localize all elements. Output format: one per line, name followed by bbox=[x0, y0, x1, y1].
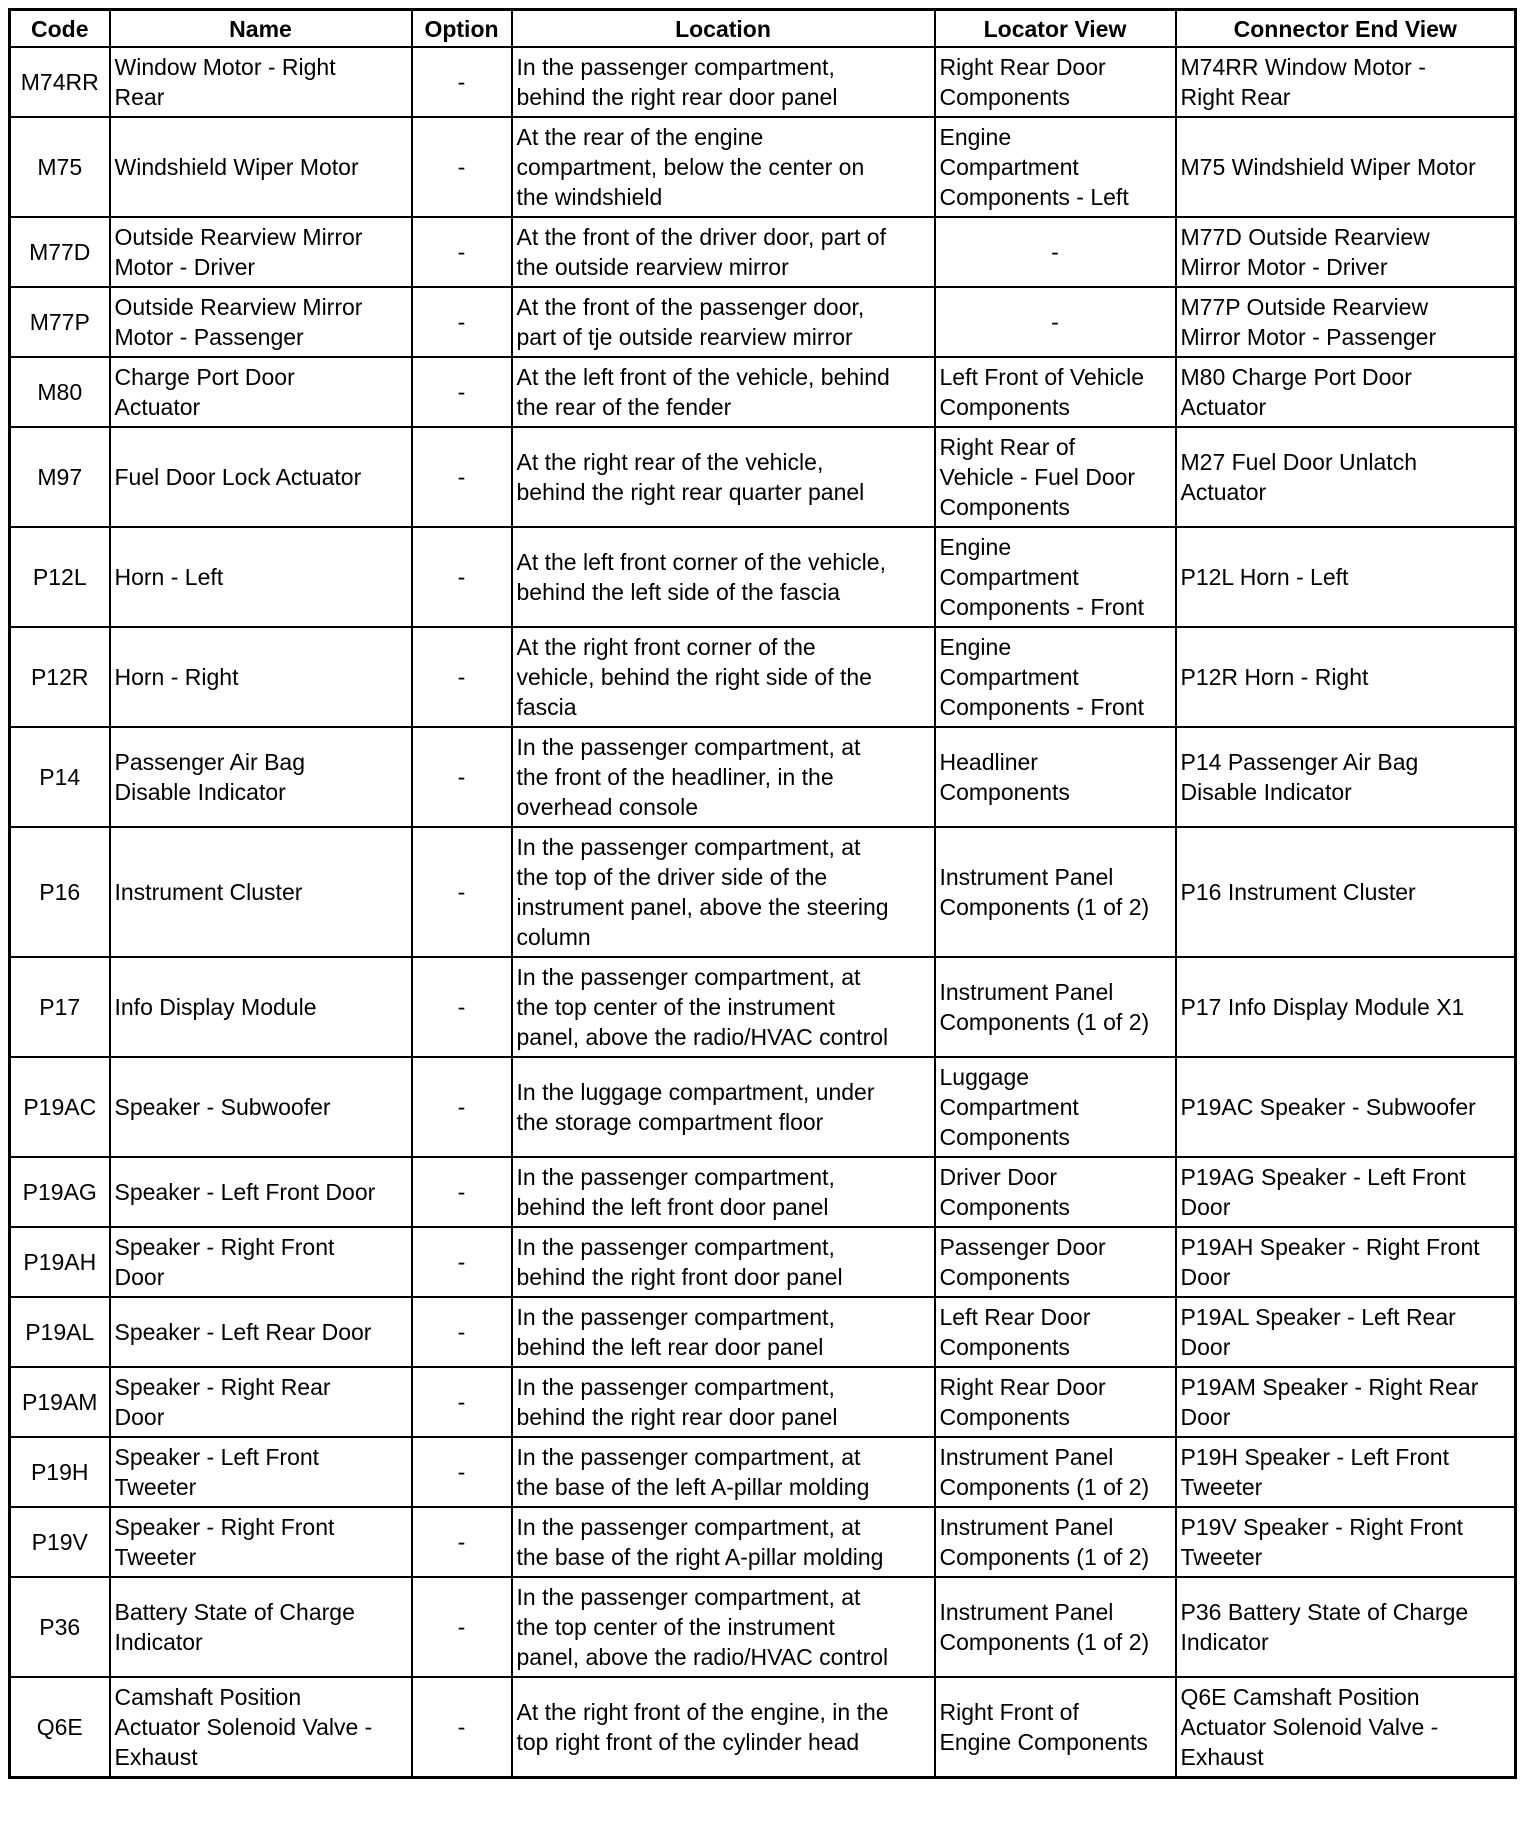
name-cell: Battery State of Charge Indicator bbox=[110, 1577, 412, 1677]
table-row bbox=[10, 287, 1516, 357]
locator-view-cell: - bbox=[935, 287, 1176, 357]
location-cell: In the passenger compartment, at the front of the headliner, in the overhead console bbox=[512, 727, 935, 827]
locator-view-cell: Instrument Panel Components (1 of 2) bbox=[935, 1507, 1176, 1577]
location-cell: In the passenger compartment, at the top of the driver side of the instrument panel, above the steering column bbox=[512, 827, 935, 957]
header-option: Option bbox=[412, 10, 512, 48]
code-cell: M77D bbox=[10, 217, 110, 287]
location-cell: At the left front of the vehicle, behind the rear of the fender bbox=[512, 357, 935, 427]
code-cell: P19AL bbox=[10, 1297, 110, 1367]
table-row bbox=[10, 1057, 1516, 1157]
table-row bbox=[10, 427, 1516, 527]
locator-view-cell: Headliner Components bbox=[935, 727, 1176, 827]
location-cell: At the front of the passenger door, part of tje outside rearview mirror bbox=[512, 287, 935, 357]
code-cell: M97 bbox=[10, 427, 110, 527]
location-cell: At the front of the driver door, part of the outside rearview mirror bbox=[512, 217, 935, 287]
location-cell: In the passenger compartment, at the top center of the instrument panel, above the radio/HVAC control bbox=[512, 1577, 935, 1677]
name-cell: Speaker - Right Front Door bbox=[110, 1227, 412, 1297]
location-cell: In the passenger compartment, at the base of the left A-pillar molding bbox=[512, 1437, 935, 1507]
header-connector-end-view: Connector End View bbox=[1176, 10, 1516, 48]
table-body bbox=[10, 47, 1516, 1778]
location-cell: In the passenger compartment, behind the right front door panel bbox=[512, 1227, 935, 1297]
code-cell: P19AG bbox=[10, 1157, 110, 1227]
table-row bbox=[10, 217, 1516, 287]
option-cell: - bbox=[412, 287, 512, 357]
connector-end-view-cell: P12R Horn - Right bbox=[1176, 627, 1516, 727]
name-cell: Window Motor - Right Rear bbox=[110, 47, 412, 117]
name-cell: Instrument Cluster bbox=[110, 827, 412, 957]
table-row bbox=[10, 1677, 1516, 1778]
name-cell: Fuel Door Lock Actuator bbox=[110, 427, 412, 527]
locator-view-cell: Luggage Compartment Components bbox=[935, 1057, 1176, 1157]
connector-end-view-cell: M77D Outside Rearview Mirror Motor - Driver bbox=[1176, 217, 1516, 287]
locator-view-cell: - bbox=[935, 217, 1176, 287]
locator-view-cell: Right Front of Engine Components bbox=[935, 1677, 1176, 1778]
locator-view-cell: Instrument Panel Components (1 of 2) bbox=[935, 1437, 1176, 1507]
option-cell: - bbox=[412, 527, 512, 627]
connector-end-view-cell: M27 Fuel Door Unlatch Actuator bbox=[1176, 427, 1516, 527]
connector-end-view-cell: P16 Instrument Cluster bbox=[1176, 827, 1516, 957]
connector-end-view-cell: P12L Horn - Left bbox=[1176, 527, 1516, 627]
table-row bbox=[10, 957, 1516, 1057]
locator-view-cell: Driver Door Components bbox=[935, 1157, 1176, 1227]
name-cell: Windshield Wiper Motor bbox=[110, 117, 412, 217]
code-cell: P19AC bbox=[10, 1057, 110, 1157]
header-row bbox=[10, 10, 1516, 48]
location-cell: In the passenger compartment, behind the right rear door panel bbox=[512, 1367, 935, 1437]
table-row bbox=[10, 1157, 1516, 1227]
locator-view-cell: Left Front of Vehicle Components bbox=[935, 357, 1176, 427]
connector-end-view-cell: P19AH Speaker - Right Front Door bbox=[1176, 1227, 1516, 1297]
option-cell: - bbox=[412, 627, 512, 727]
table-row bbox=[10, 827, 1516, 957]
locator-view-cell: Engine Compartment Components - Front bbox=[935, 527, 1176, 627]
option-cell: - bbox=[412, 1227, 512, 1297]
locator-view-cell: Left Rear Door Components bbox=[935, 1297, 1176, 1367]
table-row bbox=[10, 1297, 1516, 1367]
locator-view-cell: Instrument Panel Components (1 of 2) bbox=[935, 957, 1176, 1057]
name-cell: Speaker - Left Front Tweeter bbox=[110, 1437, 412, 1507]
name-cell: Outside Rearview Mirror Motor - Driver bbox=[110, 217, 412, 287]
table-row bbox=[10, 1507, 1516, 1577]
connector-end-view-cell: P19AM Speaker - Right Rear Door bbox=[1176, 1367, 1516, 1437]
table-header bbox=[10, 10, 1516, 48]
code-cell: P17 bbox=[10, 957, 110, 1057]
name-cell: Speaker - Right Front Tweeter bbox=[110, 1507, 412, 1577]
connector-end-view-cell: P36 Battery State of Charge Indicator bbox=[1176, 1577, 1516, 1677]
connector-end-view-cell: P17 Info Display Module X1 bbox=[1176, 957, 1516, 1057]
code-cell: P14 bbox=[10, 727, 110, 827]
code-cell: P19AH bbox=[10, 1227, 110, 1297]
location-cell: At the right rear of the vehicle, behind the right rear quarter panel bbox=[512, 427, 935, 527]
option-cell: - bbox=[412, 1297, 512, 1367]
location-cell: In the passenger compartment, at the base of the right A-pillar molding bbox=[512, 1507, 935, 1577]
option-cell: - bbox=[412, 1677, 512, 1778]
option-cell: - bbox=[412, 957, 512, 1057]
name-cell: Speaker - Subwoofer bbox=[110, 1057, 412, 1157]
code-cell: P12L bbox=[10, 527, 110, 627]
table-row bbox=[10, 117, 1516, 217]
connector-end-view-cell: P19AG Speaker - Left Front Door bbox=[1176, 1157, 1516, 1227]
locator-view-cell: Right Rear Door Components bbox=[935, 1367, 1176, 1437]
table-row bbox=[10, 47, 1516, 117]
table-row bbox=[10, 727, 1516, 827]
locator-view-cell: Right Rear of Vehicle - Fuel Door Components bbox=[935, 427, 1176, 527]
option-cell: - bbox=[412, 1367, 512, 1437]
connector-end-view-cell: Q6E Camshaft Position Actuator Solenoid Valve - Exhaust bbox=[1176, 1677, 1516, 1778]
option-cell: - bbox=[412, 117, 512, 217]
code-cell: P19V bbox=[10, 1507, 110, 1577]
header-name: Name bbox=[110, 10, 412, 48]
location-cell: At the rear of the engine compartment, below the center on the windshield bbox=[512, 117, 935, 217]
code-cell: P12R bbox=[10, 627, 110, 727]
connector-end-view-cell: P19H Speaker - Left Front Tweeter bbox=[1176, 1437, 1516, 1507]
location-cell: In the luggage compartment, under the storage compartment floor bbox=[512, 1057, 935, 1157]
connector-end-view-cell: P19AL Speaker - Left Rear Door bbox=[1176, 1297, 1516, 1367]
option-cell: - bbox=[412, 47, 512, 117]
option-cell: - bbox=[412, 1577, 512, 1677]
code-cell: M74RR bbox=[10, 47, 110, 117]
code-cell: M77P bbox=[10, 287, 110, 357]
option-cell: - bbox=[412, 1157, 512, 1227]
option-cell: - bbox=[412, 217, 512, 287]
location-cell: In the passenger compartment, at the top center of the instrument panel, above the radio/HVAC control bbox=[512, 957, 935, 1057]
name-cell: Passenger Air Bag Disable Indicator bbox=[110, 727, 412, 827]
table-row bbox=[10, 527, 1516, 627]
location-cell: At the right front corner of the vehicle, behind the right side of the fascia bbox=[512, 627, 935, 727]
code-cell: P19AM bbox=[10, 1367, 110, 1437]
connector-end-view-cell: M80 Charge Port Door Actuator bbox=[1176, 357, 1516, 427]
name-cell: Horn - Left bbox=[110, 527, 412, 627]
connector-end-view-cell: P19V Speaker - Right Front Tweeter bbox=[1176, 1507, 1516, 1577]
location-cell: In the passenger compartment, behind the left rear door panel bbox=[512, 1297, 935, 1367]
component-locator-table bbox=[8, 8, 1517, 1779]
table-row bbox=[10, 1367, 1516, 1437]
locator-view-cell: Passenger Door Components bbox=[935, 1227, 1176, 1297]
location-cell: In the passenger compartment, behind the right rear door panel bbox=[512, 47, 935, 117]
name-cell: Charge Port Door Actuator bbox=[110, 357, 412, 427]
code-cell: M80 bbox=[10, 357, 110, 427]
code-cell: P36 bbox=[10, 1577, 110, 1677]
name-cell: Outside Rearview Mirror Motor - Passenger bbox=[110, 287, 412, 357]
connector-end-view-cell: M75 Windshield Wiper Motor bbox=[1176, 117, 1516, 217]
connector-end-view-cell: P14 Passenger Air Bag Disable Indicator bbox=[1176, 727, 1516, 827]
connector-end-view-cell: M74RR Window Motor - Right Rear bbox=[1176, 47, 1516, 117]
name-cell: Speaker - Left Front Door bbox=[110, 1157, 412, 1227]
name-cell: Speaker - Right Rear Door bbox=[110, 1367, 412, 1437]
option-cell: - bbox=[412, 357, 512, 427]
locator-view-cell: Engine Compartment Components - Front bbox=[935, 627, 1176, 727]
locator-view-cell: Instrument Panel Components (1 of 2) bbox=[935, 1577, 1176, 1677]
name-cell: Speaker - Left Rear Door bbox=[110, 1297, 412, 1367]
option-cell: - bbox=[412, 1507, 512, 1577]
name-cell: Horn - Right bbox=[110, 627, 412, 727]
option-cell: - bbox=[412, 827, 512, 957]
connector-end-view-cell: P19AC Speaker - Subwoofer bbox=[1176, 1057, 1516, 1157]
option-cell: - bbox=[412, 427, 512, 527]
option-cell: - bbox=[412, 727, 512, 827]
table-row bbox=[10, 1577, 1516, 1677]
name-cell: Camshaft Position Actuator Solenoid Valve - Exhaust bbox=[110, 1677, 412, 1778]
locator-view-cell: Engine Compartment Components - Left bbox=[935, 117, 1176, 217]
code-cell: Q6E bbox=[10, 1677, 110, 1778]
location-cell: In the passenger compartment, behind the left front door panel bbox=[512, 1157, 935, 1227]
code-cell: M75 bbox=[10, 117, 110, 217]
header-code: Code bbox=[10, 10, 110, 48]
code-cell: P19H bbox=[10, 1437, 110, 1507]
header-locator-view: Locator View bbox=[935, 10, 1176, 48]
location-cell: At the right front of the engine, in the top right front of the cylinder head bbox=[512, 1677, 935, 1778]
table-row bbox=[10, 1227, 1516, 1297]
table-row bbox=[10, 627, 1516, 727]
location-cell: At the left front corner of the vehicle, behind the left side of the fascia bbox=[512, 527, 935, 627]
table-row bbox=[10, 1437, 1516, 1507]
code-cell: P16 bbox=[10, 827, 110, 957]
connector-end-view-cell: M77P Outside Rearview Mirror Motor - Passenger bbox=[1176, 287, 1516, 357]
locator-view-cell: Instrument Panel Components (1 of 2) bbox=[935, 827, 1176, 957]
locator-view-cell: Right Rear Door Components bbox=[935, 47, 1176, 117]
header-location: Location bbox=[512, 10, 935, 48]
option-cell: - bbox=[412, 1057, 512, 1157]
option-cell: - bbox=[412, 1437, 512, 1507]
table-row bbox=[10, 357, 1516, 427]
name-cell: Info Display Module bbox=[110, 957, 412, 1057]
